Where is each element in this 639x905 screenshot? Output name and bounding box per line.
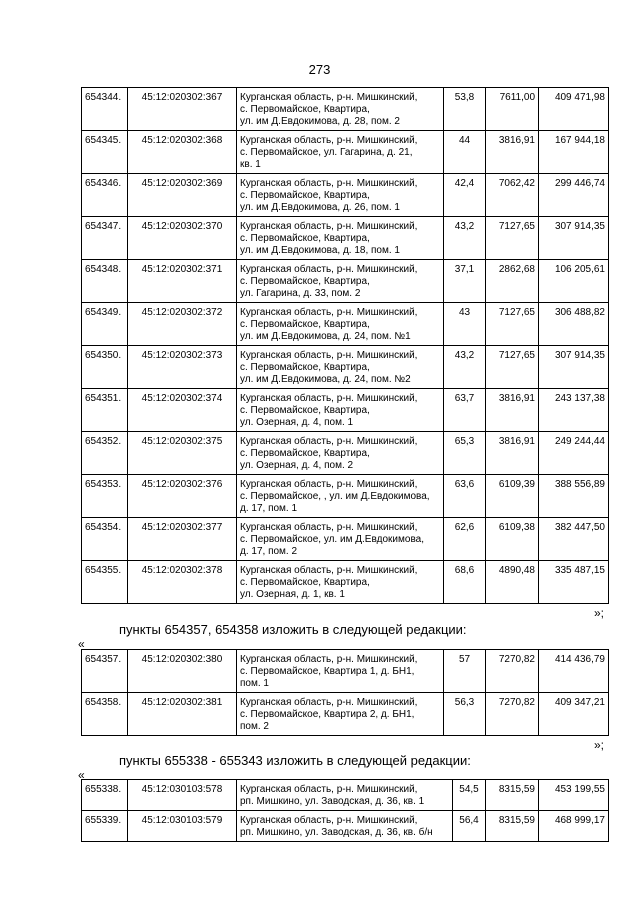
row-number: 655338. <box>82 780 128 811</box>
unit-price: 7270,82 <box>486 693 539 736</box>
unit-price: 7127,65 <box>486 346 539 389</box>
table-row <box>82 88 609 131</box>
total-value: 306 488,82 <box>539 303 609 346</box>
table-row <box>82 432 609 475</box>
address-line: ул. им Д.Евдокимова, д. 26, пом. 1 <box>240 202 400 213</box>
table-row <box>82 346 609 389</box>
address-line: с. Первомайское, Квартира 1, д. БН1, <box>240 666 415 677</box>
address <box>237 88 444 131</box>
area-value: 68,6 <box>444 561 486 604</box>
unit-price: 7270,82 <box>486 650 539 693</box>
total-value: 243 137,38 <box>539 389 609 432</box>
address-line: с. Первомайское, Квартира, <box>240 448 370 459</box>
row-number: 654345. <box>82 131 128 174</box>
unit-price: 3816,91 <box>486 131 539 174</box>
unit-price: 6109,38 <box>486 518 539 561</box>
table-row <box>82 780 609 811</box>
address-line: д. 17, пом. 1 <box>240 503 298 514</box>
address-line: с. Первомайское, Квартира, <box>240 276 370 287</box>
address-line: с. Первомайское, Квартира, <box>240 104 370 115</box>
cadastral-number: 45:12:020302:368 <box>128 131 237 174</box>
amendment-instruction: пункты 655338 - 655343 изложить в следующей редакции: <box>119 753 471 768</box>
area-value: 63,6 <box>444 475 486 518</box>
opening-quote: « <box>78 637 85 651</box>
total-value: 307 914,35 <box>539 217 609 260</box>
unit-price: 3816,91 <box>486 389 539 432</box>
total-value: 468 999,17 <box>539 811 609 842</box>
total-value: 409 347,21 <box>539 693 609 736</box>
row-number: 654351. <box>82 389 128 432</box>
address <box>237 693 444 736</box>
closing-quote: »; <box>593 606 604 620</box>
unit-price: 6109,39 <box>486 475 539 518</box>
table-row <box>82 389 609 432</box>
cadastral-number: 45:12:020302:367 <box>128 88 237 131</box>
table-row <box>82 217 609 260</box>
area-value: 62,6 <box>444 518 486 561</box>
address <box>237 811 453 842</box>
total-value: 414 436,79 <box>539 650 609 693</box>
total-value: 453 199,55 <box>539 780 609 811</box>
row-number: 654350. <box>82 346 128 389</box>
area-value: 44 <box>444 131 486 174</box>
cadastral-number: 45:12:020302:369 <box>128 174 237 217</box>
area-value: 65,3 <box>444 432 486 475</box>
address-line: Курганская область, р-н. Мишкинский, <box>240 565 418 576</box>
row-number: 654352. <box>82 432 128 475</box>
unit-price: 7062,42 <box>486 174 539 217</box>
row-number: 654358. <box>82 693 128 736</box>
unit-price: 2862,68 <box>486 260 539 303</box>
address <box>237 780 453 811</box>
total-value: 106 205,61 <box>539 260 609 303</box>
row-number: 655339. <box>82 811 128 842</box>
unit-price: 8315,59 <box>486 811 539 842</box>
table-row <box>82 561 609 604</box>
address-line: ул. Озерная, д. 4, пом. 1 <box>240 417 354 428</box>
cadastral-number: 45:12:020302:380 <box>128 650 237 693</box>
address-line: ул. им Д.Евдокимова, д. 18, пом. 1 <box>240 245 400 256</box>
address-line: Курганская область, р-н. Мишкинский, <box>240 522 418 533</box>
area-value: 43,2 <box>444 217 486 260</box>
row-number: 654344. <box>82 88 128 131</box>
property-table-3 <box>81 779 609 842</box>
address-line: Курганская область, р-н. Мишкинский, <box>240 307 418 318</box>
opening-quote: « <box>78 768 85 782</box>
address-line: Курганская область, р-н. Мишкинский, <box>240 135 418 146</box>
unit-price: 7127,65 <box>486 217 539 260</box>
address-line: ул. им Д.Евдокимова, д. 24, пом. №2 <box>240 374 411 385</box>
row-number: 654348. <box>82 260 128 303</box>
unit-price: 7611,00 <box>486 88 539 131</box>
address-line: Курганская область, р-н. Мишкинский, <box>240 815 418 826</box>
address <box>237 561 444 604</box>
area-value: 56,4 <box>453 811 486 842</box>
total-value: 335 487,15 <box>539 561 609 604</box>
area-value: 57 <box>444 650 486 693</box>
address-line: с. Первомайское, ул. Гагарина, д. 21, <box>240 147 413 158</box>
row-number: 654357. <box>82 650 128 693</box>
amendment-instruction: пункты 654357, 654358 изложить в следующей редакции: <box>119 622 467 637</box>
address <box>237 346 444 389</box>
table-row <box>82 131 609 174</box>
address-line: ул. Озерная, д. 4, пом. 2 <box>240 460 354 471</box>
table-row <box>82 693 609 736</box>
address-line: Курганская область, р-н. Мишкинский, <box>240 697 418 708</box>
address-line: с. Первомайское, , ул. им Д.Евдокимова, <box>240 491 430 502</box>
table-row <box>82 174 609 217</box>
cadastral-number: 45:12:020302:373 <box>128 346 237 389</box>
table-row <box>82 260 609 303</box>
total-value: 307 914,35 <box>539 346 609 389</box>
address-line: пом. 1 <box>240 678 269 689</box>
address-line: ул. Озерная, д. 1, кв. 1 <box>240 589 345 600</box>
area-value: 63,7 <box>444 389 486 432</box>
address-line: с. Первомайское, Квартира, <box>240 405 370 416</box>
row-number: 654349. <box>82 303 128 346</box>
table-row <box>82 518 609 561</box>
table-row <box>82 475 609 518</box>
address <box>237 389 444 432</box>
cadastral-number: 45:12:020302:377 <box>128 518 237 561</box>
address-line: с. Первомайское, ул. им Д.Евдокимова, <box>240 534 424 545</box>
area-value: 56,3 <box>444 693 486 736</box>
table-row <box>82 650 609 693</box>
row-number: 654354. <box>82 518 128 561</box>
total-value: 382 447,50 <box>539 518 609 561</box>
address <box>237 217 444 260</box>
closing-quote: »; <box>593 738 604 752</box>
page-number: 273 <box>308 62 331 77</box>
unit-price: 3816,91 <box>486 432 539 475</box>
address-line: ул. им Д.Евдокимова, д. 28, пом. 2 <box>240 116 400 127</box>
address-line: кв. 1 <box>240 159 261 170</box>
address <box>237 518 444 561</box>
address <box>237 432 444 475</box>
row-number: 654355. <box>82 561 128 604</box>
table-row <box>82 811 609 842</box>
address-line: рп. Мишкино, ул. Заводская, д. 36, кв. 1 <box>240 796 425 807</box>
cadastral-number: 45:12:020302:376 <box>128 475 237 518</box>
address-line: пом. 2 <box>240 721 269 732</box>
address-line: ул. им Д.Евдокимова, д. 24, пом. №1 <box>240 331 411 342</box>
address-line: с. Первомайское, Квартира, <box>240 362 370 373</box>
total-value: 249 244,44 <box>539 432 609 475</box>
unit-price: 8315,59 <box>486 780 539 811</box>
address-line: д. 17, пом. 2 <box>240 546 298 557</box>
area-value: 53,8 <box>444 88 486 131</box>
cadastral-number: 45:12:020302:372 <box>128 303 237 346</box>
address <box>237 174 444 217</box>
address <box>237 303 444 346</box>
property-table-1 <box>81 87 609 604</box>
row-number: 654347. <box>82 217 128 260</box>
area-value: 42,4 <box>444 174 486 217</box>
address-line: Курганская область, р-н. Мишкинский, <box>240 178 418 189</box>
area-value: 43,2 <box>444 346 486 389</box>
address <box>237 260 444 303</box>
cadastral-number: 45:12:020302:378 <box>128 561 237 604</box>
address-line: Курганская область, р-н. Мишкинский, <box>240 479 418 490</box>
address <box>237 475 444 518</box>
cadastral-number: 45:12:020302:381 <box>128 693 237 736</box>
property-table-2 <box>81 649 609 736</box>
cadastral-number: 45:12:030103:579 <box>128 811 237 842</box>
area-value: 54,5 <box>453 780 486 811</box>
address-line: с. Первомайское, Квартира, <box>240 233 370 244</box>
address-line: с. Первомайское, Квартира, <box>240 577 370 588</box>
cadastral-number: 45:12:020302:370 <box>128 217 237 260</box>
cadastral-number: 45:12:020302:371 <box>128 260 237 303</box>
total-value: 167 944,18 <box>539 131 609 174</box>
unit-price: 7127,65 <box>486 303 539 346</box>
total-value: 409 471,98 <box>539 88 609 131</box>
address-line: Курганская область, р-н. Мишкинский, <box>240 350 418 361</box>
address-line: ул. Гагарина, д. 33, пом. 2 <box>240 288 361 299</box>
address-line: Курганская область, р-н. Мишкинский, <box>240 654 418 665</box>
address-line: Курганская область, р-н. Мишкинский, <box>240 264 418 275</box>
row-number: 654346. <box>82 174 128 217</box>
total-value: 388 556,89 <box>539 475 609 518</box>
address-line: Курганская область, р-н. Мишкинский, <box>240 393 418 404</box>
address-line: Курганская область, р-н. Мишкинский, <box>240 92 418 103</box>
address-line: Курганская область, р-н. Мишкинский, <box>240 221 418 232</box>
row-number: 654353. <box>82 475 128 518</box>
unit-price: 4890,48 <box>486 561 539 604</box>
area-value: 37,1 <box>444 260 486 303</box>
address-line: рп. Мишкино, ул. Заводская, д. 36, кв. б/н <box>240 827 433 838</box>
cadastral-number: 45:12:020302:375 <box>128 432 237 475</box>
address <box>237 650 444 693</box>
area-value: 43 <box>444 303 486 346</box>
address-line: с. Первомайское, Квартира, <box>240 190 370 201</box>
address-line: с. Первомайское, Квартира, <box>240 319 370 330</box>
address-line: Курганская область, р-н. Мишкинский, <box>240 436 418 447</box>
total-value: 299 446,74 <box>539 174 609 217</box>
address-line: Курганская область, р-н. Мишкинский, <box>240 784 418 795</box>
cadastral-number: 45:12:020302:374 <box>128 389 237 432</box>
table-row <box>82 303 609 346</box>
cadastral-number: 45:12:030103:578 <box>128 780 237 811</box>
address <box>237 131 444 174</box>
address-line: с. Первомайское, Квартира 2, д. БН1, <box>240 709 415 720</box>
